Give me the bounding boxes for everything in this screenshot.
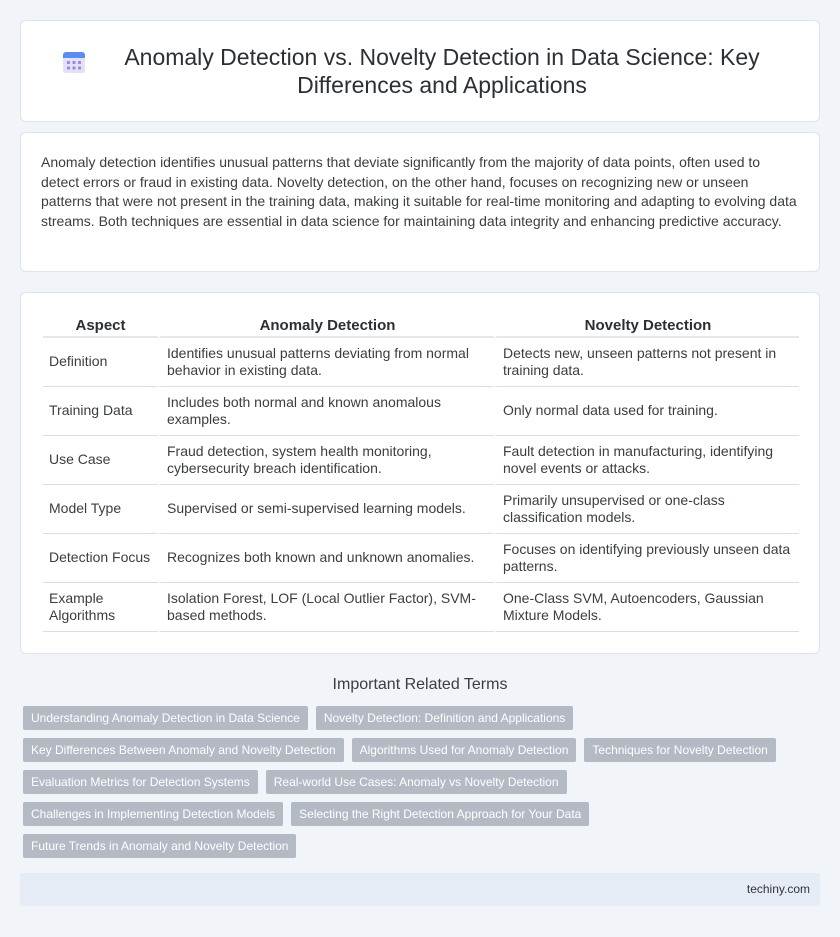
row-anomaly: Includes both normal and known anomalous examples.	[158, 387, 494, 436]
related-tag[interactable]: Future Trends in Anomaly and Novelty Detection	[23, 834, 296, 858]
header-aspect: Aspect	[43, 310, 158, 338]
header	[61, 43, 779, 99]
table-row	[43, 583, 799, 632]
row-novelty: One-Class SVM, Autoencoders, Gaussian Mixture Models.	[494, 583, 799, 632]
related-terms-title: Important Related Terms	[332, 676, 508, 693]
header-anomaly: Anomaly Detection	[158, 310, 494, 338]
row-novelty: Focuses on identifying previously unseen data patterns.	[494, 534, 799, 583]
header-card	[20, 20, 820, 122]
table-row	[43, 534, 799, 583]
table-row	[43, 485, 799, 534]
row-anomaly: Recognizes both known and unknown anomalies.	[158, 534, 494, 583]
footer	[20, 873, 820, 906]
intro-card	[20, 132, 820, 272]
row-aspect: Training Data	[43, 387, 158, 436]
related-tag[interactable]: Algorithms Used for Anomaly Detection	[352, 738, 577, 762]
page-title: Anomaly Detection vs. Novelty Detection in Data Science: Key Differences and Applications	[124, 44, 760, 98]
row-anomaly: Fraud detection, system health monitoring, cybersecurity breach identification.	[158, 436, 494, 485]
table-row	[43, 387, 799, 436]
related-tag[interactable]: Real-world Use Cases: Anomaly vs Novelty Detection	[266, 770, 567, 794]
related-tag[interactable]: Challenges in Implementing Detection Models	[23, 802, 283, 826]
row-aspect: Use Case	[43, 436, 158, 485]
row-novelty: Primarily unsupervised or one-class classification models.	[494, 485, 799, 534]
related-terms-tags	[23, 706, 813, 866]
table-row	[43, 436, 799, 485]
related-tag[interactable]: Techniques for Novelty Detection	[584, 738, 775, 762]
intro-text: Anomaly detection identifies unusual patterns that deviate significantly from the majority of data points, often used to detect errors or fraud in existing data. Novelty detection, on the other hand, focuses on recognizing new or unseen patterns that were not present in the training data, making it suitable for real-time monitoring and adapting to evolving data streams. Both techniques are essential in data science for maintaining data integrity and enhancing predictive accuracy.	[41, 154, 797, 229]
row-novelty: Only normal data used for training.	[494, 387, 799, 436]
header-novelty: Novelty Detection	[494, 310, 799, 338]
row-aspect: Detection Focus	[43, 534, 158, 583]
related-tag[interactable]: Key Differences Between Anomaly and Novelty Detection	[23, 738, 344, 762]
table-header-row	[43, 310, 799, 338]
related-tag[interactable]: Novelty Detection: Definition and Applications	[316, 706, 573, 730]
row-anomaly: Isolation Forest, LOF (Local Outlier Factor), SVM-based methods.	[158, 583, 494, 632]
related-tag[interactable]: Selecting the Right Detection Approach for Your Data	[291, 802, 589, 826]
row-novelty: Fault detection in manufacturing, identifying novel events or attacks.	[494, 436, 799, 485]
calendar-icon	[61, 49, 87, 75]
comparison-table-card	[20, 292, 820, 654]
table-row	[43, 338, 799, 387]
footer-site-link[interactable]: techiny.com	[746, 882, 810, 896]
row-aspect: Model Type	[43, 485, 158, 534]
comparison-table	[43, 310, 799, 632]
row-anomaly: Supervised or semi-supervised learning models.	[158, 485, 494, 534]
row-novelty: Detects new, unseen patterns not present in training data.	[494, 338, 799, 387]
row-aspect: Example Algorithms	[43, 583, 158, 632]
row-aspect: Definition	[43, 338, 158, 387]
related-tag[interactable]: Understanding Anomaly Detection in Data Science	[23, 706, 308, 730]
row-anomaly: Identifies unusual patterns deviating from normal behavior in existing data.	[158, 338, 494, 387]
related-tag[interactable]: Evaluation Metrics for Detection Systems	[23, 770, 258, 794]
